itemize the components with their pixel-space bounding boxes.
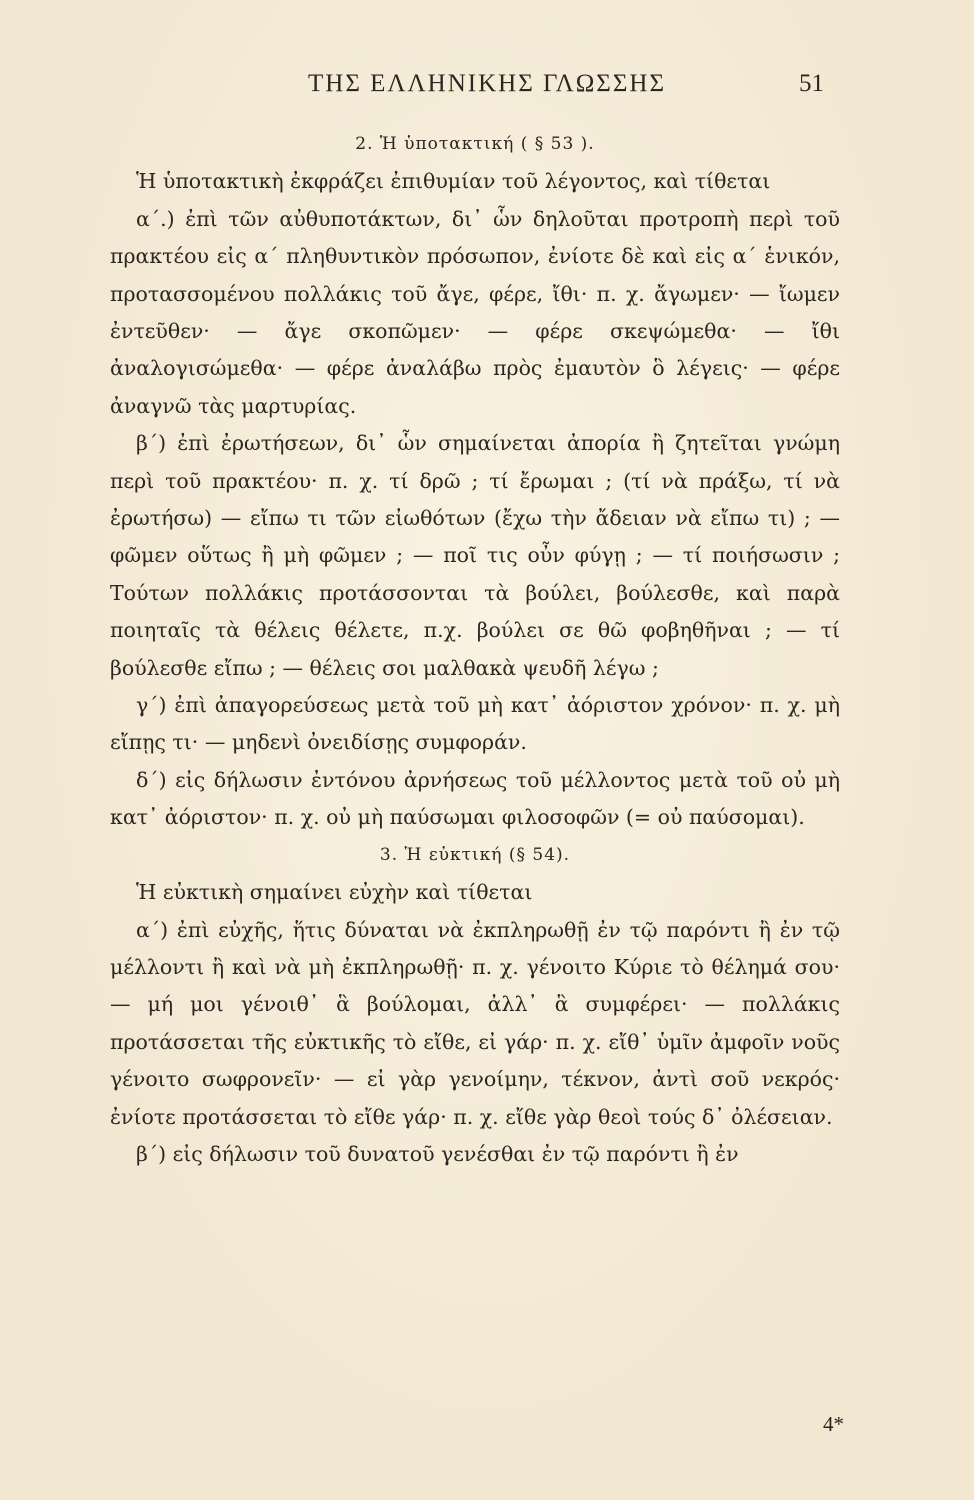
paragraph: α΄) ἐπὶ εὐχῆς, ἥτις δύναται νὰ ἐκπληρωθῇ ἐν τῷ παρόντι ἢ ἐν τῷ μέλλοντι ἢ καὶ νὰ μὴ ἐκπληρωθῇ· π. χ. γένοιτο Κύριε τὸ θέλημά σου· — μή μοι γένοιθ᾽ ἃ βούλομαι, ἀλλ᾽ ἃ συμφέρει· — πολλάκις προτάσσεται τῆς εὐκτικῆς τὸ εἴθε, εἰ γάρ· π. χ. εἴθ᾽ ὑμῖν ἀμφοῖν νοῦς γένοιτο σωφρονεῖν· — εἰ γὰρ γενοίμην, τέκνον, ἀντὶ σοῦ νεκρός· ἐνίοτε προτάσσεται τὸ εἴθε γάρ· π. χ. εἴθε γὰρ θεοὶ τούς δ᾽ ὀλέσειαν. (110, 917, 840, 1129)
paragraph: Ἡ εὐκτικὴ σημαίνει εὐχὴν καὶ τίθεται (136, 880, 533, 905)
running-title: ΤΗΣ ΕΛΛΗΝΙΚΗΣ ΓΛΩΣΣΗΣ (308, 70, 666, 97)
page-number: 51 (799, 70, 824, 97)
paragraph: β΄) ἐπὶ ἐρωτήσεων, δι᾽ ὧν σημαίνεται ἀπορία ἢ ζητεῖται γνώμη περὶ τοῦ πρακτέου· π. χ. τί δρῶ ; τί ἔρωμαι ; (τί νὰ πράξω, τί νὰ ἐρωτήσω) — εἴπω τι τῶν εἰωθότων (ἔχω τὴν ἄδειαν νὰ εἴπω τι) ; — φῶμεν οὕτως ἢ μὴ φῶμεν ; — ποῖ τις οὖν φύγῃ ; — τί ποιήσωσιν ; Τούτων πολλάκις προτάσσονται τὰ βούλει, βούλεσθε, καὶ παρὰ ποιηταῖς τὰ θέλεις θέλετε, π.χ. βούλει σε θῶ φοβηθῆναι ; — τί βούλεσθε εἴπω ; — θέλεις σοι μαλθακὰ ψευδῆ λέγω ; (110, 431, 840, 680)
section-heading-optative: 3. Ἡ εὐκτική (§ 54). (379, 844, 571, 865)
paragraph: β΄) εἰς δήλωσιν τοῦ δυνατοῦ γενέσθαι ἐν τῷ παρόντι ἢ ἐν (136, 1141, 739, 1166)
running-head (0, 68, 974, 108)
paragraph: γ΄) ἐπὶ ἀπαγορεύσεως μετὰ τοῦ μὴ κατ᾽ ἀόριστον χρόνον· π. χ. μὴ εἴπῃς τι· — μηδενὶ ὀνειδίσῃς συμφοράν. (110, 693, 840, 755)
paragraph: δ΄) εἰς δήλωσιν ἐντόνου ἀρνήσεως τοῦ μέλλοντος μετὰ τοῦ οὐ μὴ κατ᾽ ἀόριστον· π. χ. οὐ μὴ παύσωμαι φιλοσοφῶν (= οὐ παύσομαι). (110, 767, 840, 830)
paragraph: α΄.) ἐπὶ τῶν αὐθυποτάκτων, δι᾽ ὧν δηλοῦται προτροπὴ περὶ τοῦ πρακτέου εἰς α΄ πληθυντικὸν πρόσωπον, ἐνίοτε δὲ καὶ εἰς α΄ ἑνικόν, προτασσομένου πολλάκις τοῦ ἄγε, φέρε, ἴθι· π. χ. ἄγωμεν· — ἴωμεν ἐντεῦθεν· — ἄγε σκοπῶμεν· — φέρε σκεψώμεθα· — ἴθι ἀναλογισώμεθα· — φέρε ἀναλάβω πρὸς ἐμαυτὸν ὃ λέγεις· — φέρε ἀναγνῶ τὰς μαρτυρίας. (110, 206, 840, 418)
body-text (110, 126, 840, 1173)
section-heading-subjunctive: 2. Ἡ ὑποτακτική ( § 53 ). (355, 134, 595, 154)
signature-mark: 4* (823, 1412, 844, 1436)
paragraph: Ἡ ὑποτακτικὴ ἐκφράζει ἐπιθυμίαν τοῦ λέγοντος, καὶ τίθεται (136, 169, 771, 194)
